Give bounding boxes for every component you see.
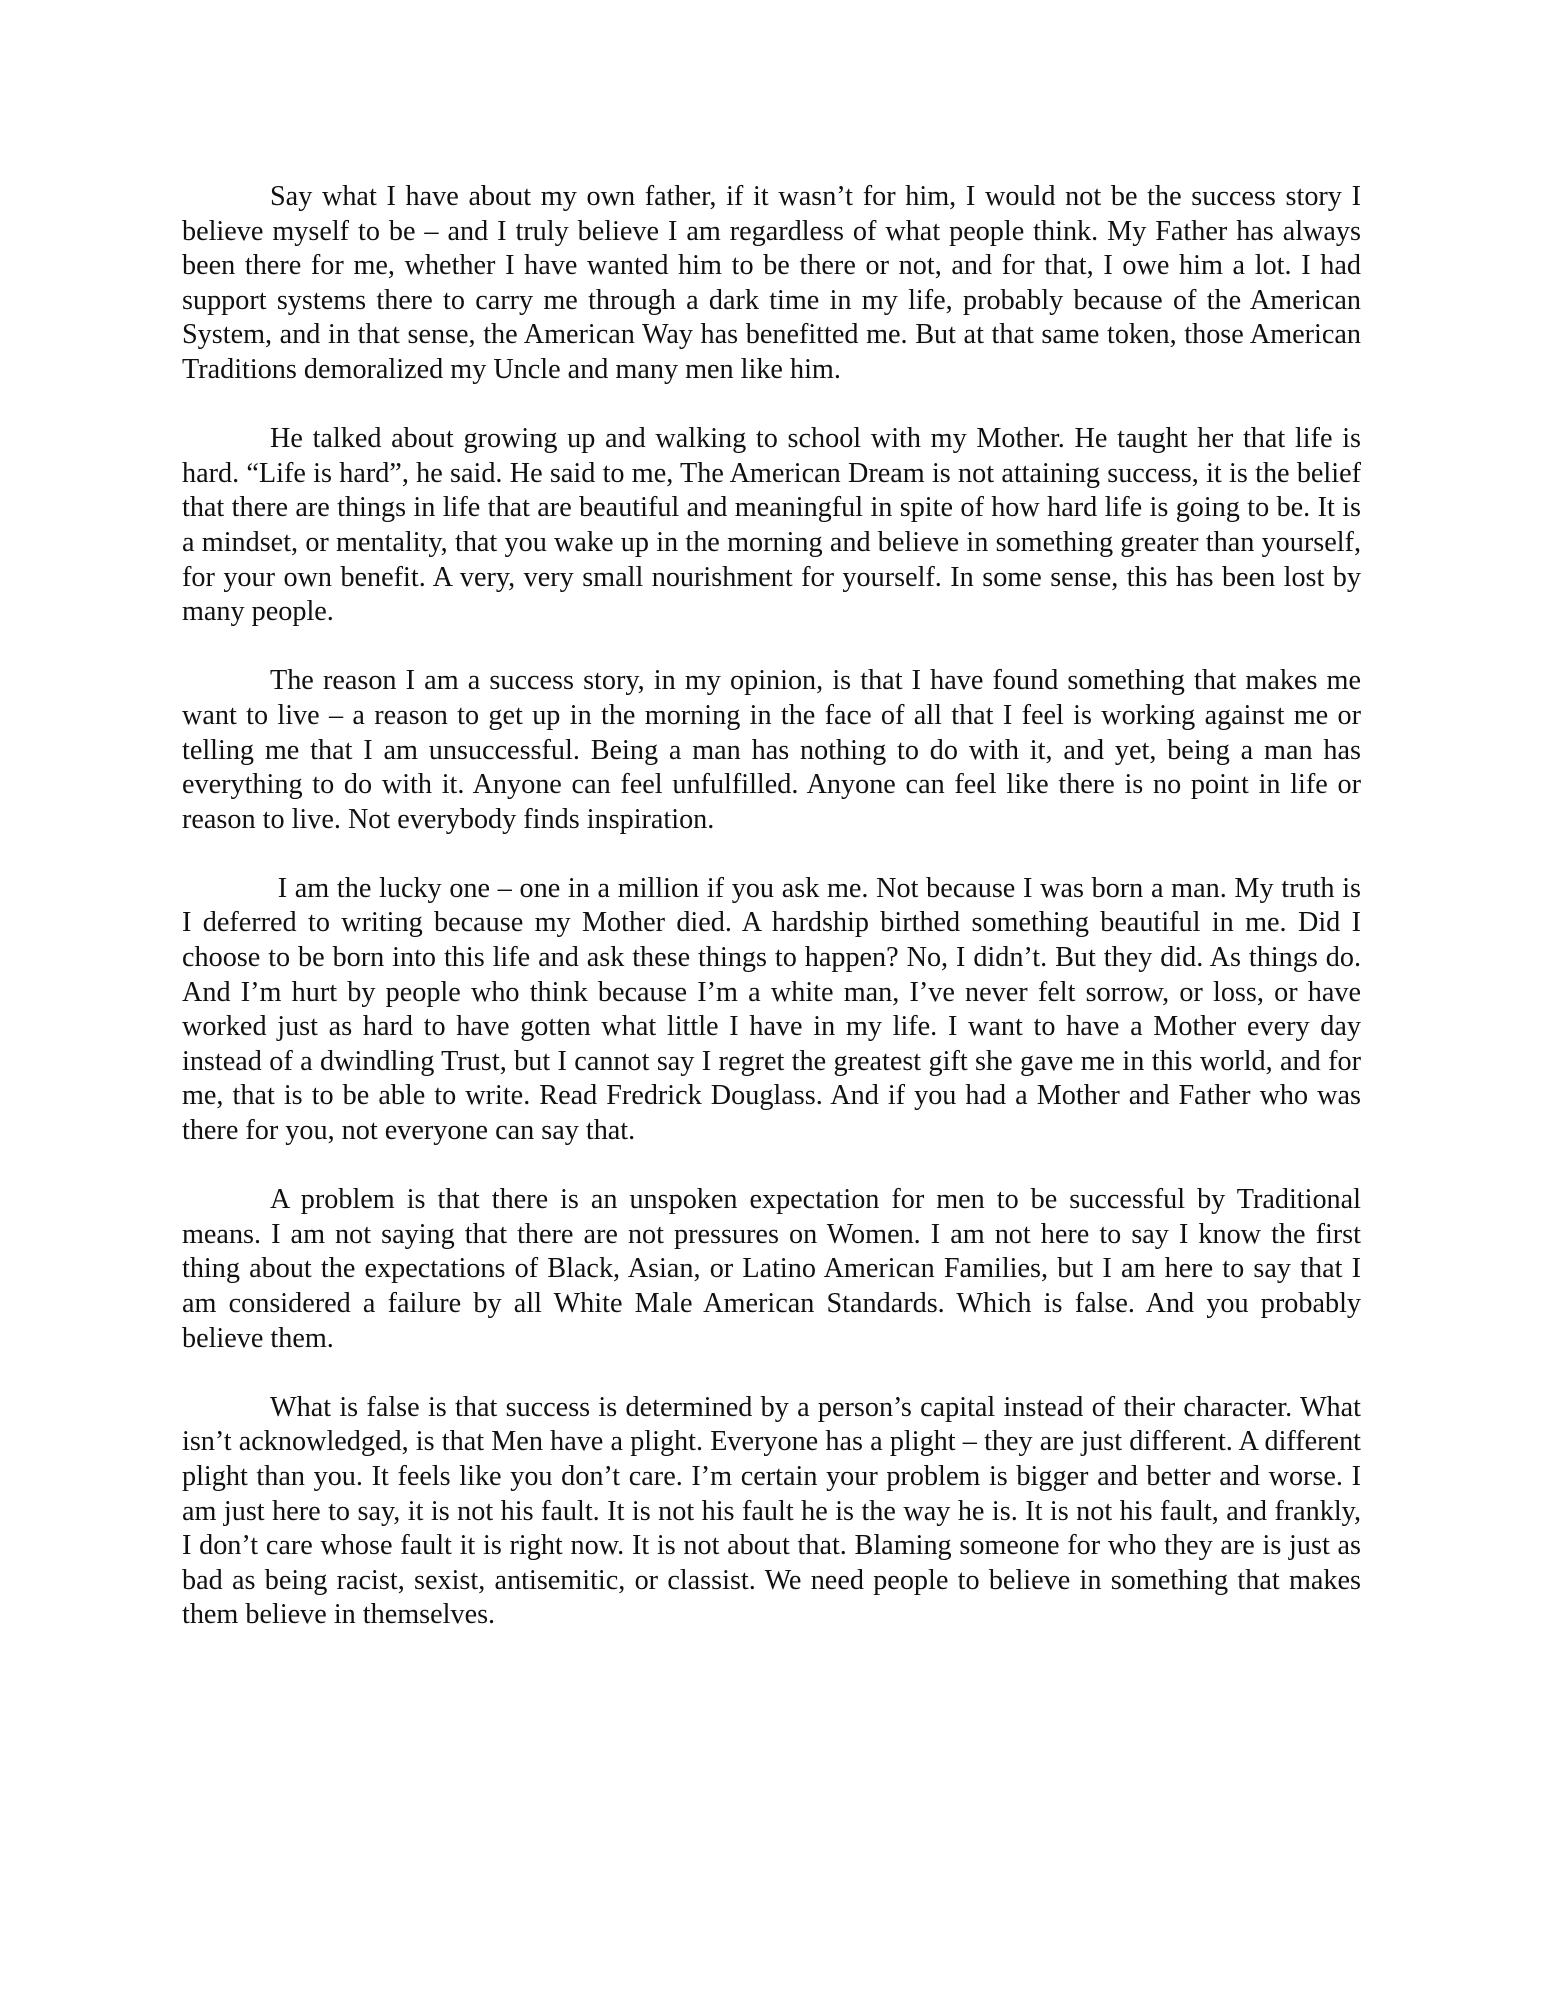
paragraph-plight: What is false is that success is determined by a person’s capital instead of their character. What isn’t acknowledged, is that Men have a plight. Everyone has a plight – they are just different. A different plight than you. It feels like you don’t care. I’m certain your problem is bigger and better and worse. I am just here to say, it is not his fault. It is not his fault he is the way he is. It is not his fault, and frankly, I don’t care whose fault it is right now. It is not about that. Blaming someone for who they are is just as bad as being racist, sexist, antisemitic, or classist. We need people to believe in something that makes them believe in themselves. (182, 1391, 1369, 1631)
document-page (182, 180, 1369, 1633)
paragraph-american-dream: He talked about growing up and walking to school with my Mother. He taught her that life is hard. “Life is hard”, he said. He said to me, The American Dream is not attaining success, it is the belief that there are things in life that are beautiful and meaningful in spite of how hard life is going to be. It is a mindset, or mentality, that you wake up in the morning and believe in something greater than yourself, for your own benefit. A very, very small nourishment for yourself. In some sense, this has been lost by many people. (182, 423, 1369, 628)
paragraph-success-story: The reason I am a success story, in my opinion, is that I have found something that makes me want to live – a reason to get up in the morning in the face of all that I feel is working against me or telling me that I am unsuccessful. Being a man has nothing to do with it, and yet, being a man has everything to do with it. Anyone can feel unfulfilled. Anyone can feel like there is no point in life or reason to live. Not everybody finds inspiration. (182, 665, 1369, 835)
paragraph-father: Say what I have about my own father, if it wasn’t for him, I would not be the success story I believe myself to be – and I truly believe I am regardless of what people think. My Father has always been there for me, whether I have wanted him to be there or not, and for that, I owe him a lot. I had support systems there to carry me through a dark time in my life, probably because of the American System, and in that sense, the American Way has benefitted me. But at that same token, those American Traditions demoralized my Uncle and many men like him. (182, 181, 1369, 385)
paragraph-lucky-one: I am the lucky one – one in a million if you ask me. Not because I was born a man. My truth is I deferred to writing because my Mother died. A hardship birthed something beautiful in me. Did I choose to be born into this life and ask these things to happen? No, I didn’t. But they did. As things do. And I’m hurt by people who think because I’m a white man, I’ve never felt sorrow, or loss, or have worked just as hard to have gotten what little I have in my life. I want to have a Mother every day instead of a dwindling Trust, but I cannot say I regret the greatest gift she gave me in this world, and for me, that is to be able to write. Read Fredrick Douglass. And if you had a Mother and Father who was there for you, not everyone can say that. (182, 872, 1369, 1147)
paragraph-expectations: A problem is that there is an unspoken expectation for men to be successful by Traditional means. I am not saying that there are not pressures on Women. I am not here to say I know the first thing about the expectations of Black, Asian, or Latino American Families, but I am here to say that I am considered a failure by all White Male American Standards. Which is false. And you probably believe them. (182, 1184, 1369, 1354)
